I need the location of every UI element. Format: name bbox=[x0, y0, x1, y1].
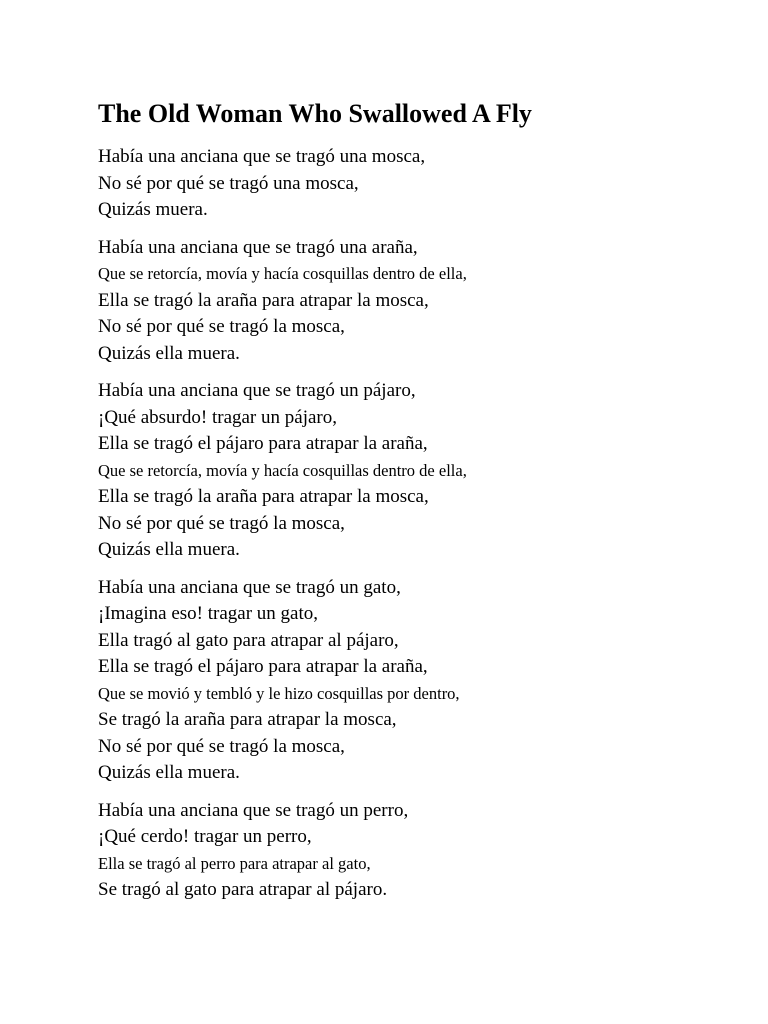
poem-line: Ella se tragó al perro para atrapar al gato, bbox=[98, 853, 371, 873]
poem-line: Se tragó al gato para atrapar al pájaro. bbox=[98, 879, 388, 900]
poem-line: Que se retorcía, movía y hacía cosquillas dentro de ella, bbox=[98, 460, 467, 480]
poem-line: Quizás ella muera. bbox=[98, 762, 240, 783]
poem-line: Había una anciana que se tragó una mosca, bbox=[98, 146, 426, 167]
document-page bbox=[98, 96, 738, 915]
poem-line: No sé por qué se tragó la mosca, bbox=[98, 316, 345, 337]
poem-line: ¡Qué absurdo! tragar un pájaro, bbox=[98, 406, 337, 428]
poem-line: Ella se tragó el pájaro para atrapar la araña, bbox=[98, 656, 428, 677]
poem-line: Había una anciana que se tragó un pájaro, bbox=[98, 380, 416, 401]
poem-line: Quizás ella muera. bbox=[98, 342, 240, 364]
stanza bbox=[98, 798, 738, 904]
stanza bbox=[98, 235, 738, 368]
poem-line: Que se movió y tembló y le hizo cosquillas por dentro, bbox=[98, 683, 460, 703]
poem-line: Ella tragó al gato para atrapar al pájaro, bbox=[98, 629, 399, 651]
poem-line: No sé por qué se tragó la mosca, bbox=[98, 512, 345, 534]
poem-line: Que se retorcía, movía y hacía cosquillas dentro de ella, bbox=[98, 264, 467, 283]
stanza bbox=[98, 575, 738, 787]
poem-line: Quizás ella muera. bbox=[98, 539, 240, 560]
poem-line: No sé por qué se tragó la mosca, bbox=[98, 735, 345, 757]
poem-line: ¡Imagina eso! tragar un gato, bbox=[98, 603, 318, 624]
poem-line: Había una anciana que se tragó un gato, bbox=[98, 576, 401, 598]
poem-line: Había una anciana que se tragó un perro, bbox=[98, 799, 409, 821]
poem-body bbox=[98, 144, 738, 904]
poem-line: Se tragó la araña para atrapar la mosca, bbox=[98, 709, 397, 730]
stanza bbox=[98, 378, 738, 564]
poem-line: Había una anciana que se tragó una araña, bbox=[98, 236, 418, 258]
page-title: The Old Woman Who Swallowed A Fly bbox=[98, 99, 532, 128]
poem-line: Quizás muera. bbox=[98, 199, 208, 220]
poem-line: Ella se tragó la araña para atrapar la mosca, bbox=[98, 486, 429, 507]
poem-line: Ella se tragó el pájaro para atrapar la araña, bbox=[98, 433, 428, 454]
stanza bbox=[98, 144, 738, 224]
poem-line: ¡Qué cerdo! tragar un perro, bbox=[98, 826, 312, 847]
poem-line: No sé por qué se tragó una mosca, bbox=[98, 172, 359, 194]
poem-line: Ella se tragó la araña para atrapar la mosca, bbox=[98, 289, 429, 311]
